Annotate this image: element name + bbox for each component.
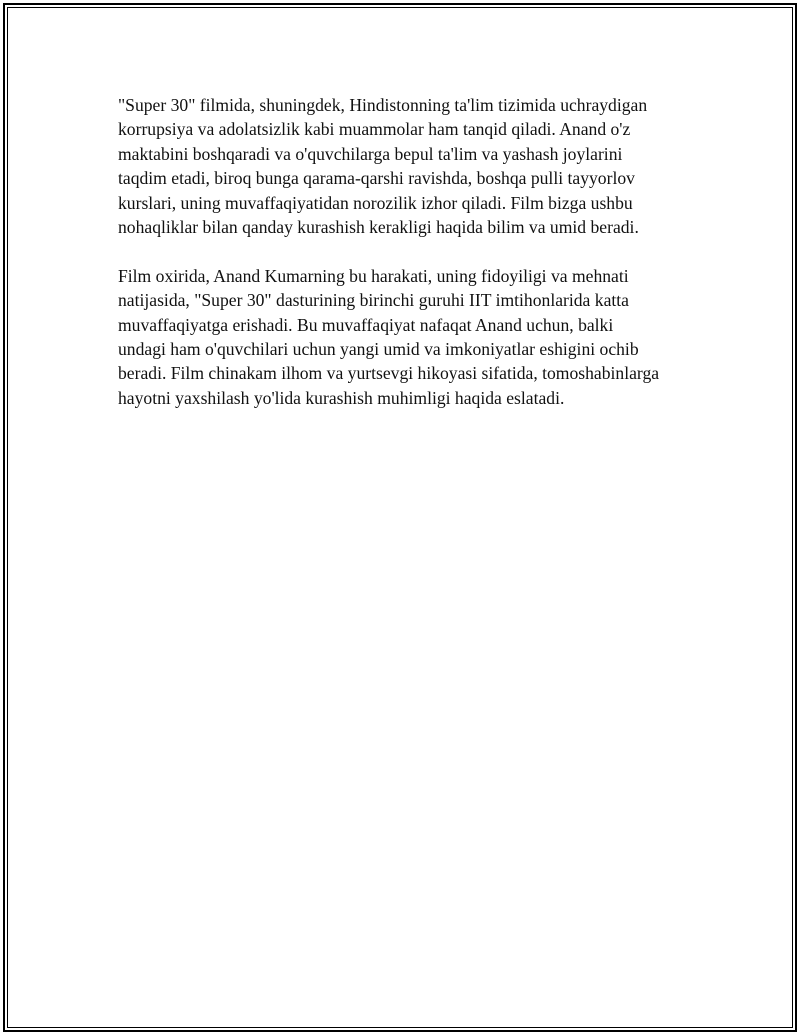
paragraph-1: "Super 30" filmida, shuningdek, Hindistonning ta'lim tizimida uchraydigan korrupsiya va adolatsizlik kabi muammolar ham tanqid qiladi. Anand o'z maktabini boshqaradi va o'quvchilarga bepul ta'lim va yashash joylarini taqdim etadi, biroq bunga qarama-qarshi ravishda, boshqa pulli tayyorlov kurslari, uning muvaffaqiyatidan norozilik izhor qiladi. Film bizga ushbu nohaqliklar bilan qanday kurashish kerakligi haqida bilim va umid beradi. [118, 95, 648, 238]
document-body [118, 93, 698, 435]
paragraph-2: Film oxirida, Anand Kumarning bu harakati, uning fidoyiligi va mehnati natijasida, "Super 30" dasturining birinchi guruhi IIT imtihonlarida katta muvaffaqiyatga erishadi. Bu muvaffaqiyat nafaqat Anand uchun, balki undagi ham o'quvchilari uchun yangi umid va imkoniyatlar eshigini ochib beradi. Film chinakam ilhom va yurtsevgi hikoyasi sifatida, tomoshabinlarga hayotni yaxshilash yo'lida kurashish muhimligi haqida eslatadi. [118, 265, 660, 408]
